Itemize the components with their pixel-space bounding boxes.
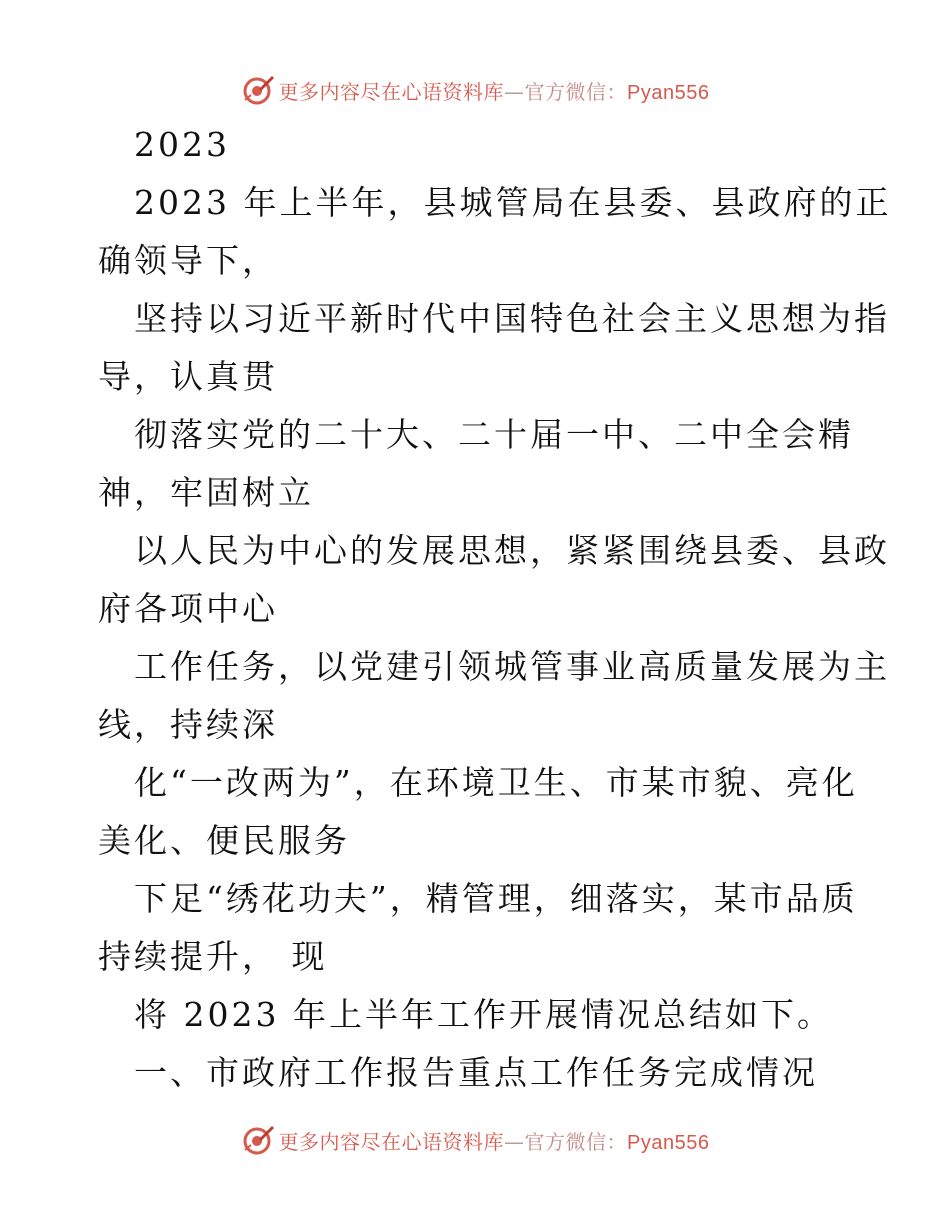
watermark-dash: —	[504, 1129, 525, 1154]
doc-line: 将 2023 年上半年工作开展情况总结如下。	[134, 995, 833, 1034]
doc-line: 彻落实党的二十大、二十届一中、二中全会精	[134, 415, 854, 454]
watermark-text	[279, 1126, 710, 1155]
doc-line: 化“一改两为”，在环境卫生、市某市貌、亮化	[134, 763, 858, 802]
doc-line: 神，牢固树立	[98, 473, 314, 512]
document-body	[98, 116, 892, 1102]
watermark-dash: —	[504, 79, 525, 104]
doc-line: 线，持续深	[98, 705, 278, 744]
doc-line: 府各项中心	[98, 589, 278, 628]
doc-line: 下足“绣花功夫”，精管理，细落实，某市品质	[134, 879, 858, 918]
doc-line: 以人民为中心的发展思想，紧紧围绕县委、县政	[134, 531, 890, 570]
doc-line: 2023 年上半年，县城管局在县委、县政府的正	[134, 183, 892, 222]
doc-line: 美化、便民服务	[98, 821, 350, 860]
pen-logo-icon	[241, 73, 275, 107]
doc-line: 坚持以习近平新时代中国特色社会主义思想为指	[134, 299, 890, 338]
watermark-official-label: 官方微信：	[524, 1129, 628, 1154]
doc-line: 确领导下，	[98, 241, 278, 280]
header-watermark	[0, 70, 950, 110]
watermark-account: Pyan556	[627, 81, 710, 104]
watermark-text	[279, 76, 710, 105]
doc-line: 持续提升， 现	[98, 937, 328, 976]
watermark-account: Pyan556	[627, 1131, 710, 1154]
watermark-main-text: 更多内容尽在心语资料库	[278, 79, 505, 104]
pen-logo-icon	[241, 1123, 275, 1157]
section-heading: 一、市政府工作报告重点工作任务完成情况	[134, 1053, 818, 1092]
doc-line: 导，认真贯	[98, 357, 278, 396]
footer-watermark	[0, 1120, 950, 1160]
watermark-main-text: 更多内容尽在心语资料库	[278, 1129, 505, 1154]
doc-line: 工作任务，以党建引领城管事业高质量发展为主	[134, 647, 890, 686]
doc-line: 2023	[134, 125, 230, 164]
watermark-official-label: 官方微信：	[524, 79, 628, 104]
